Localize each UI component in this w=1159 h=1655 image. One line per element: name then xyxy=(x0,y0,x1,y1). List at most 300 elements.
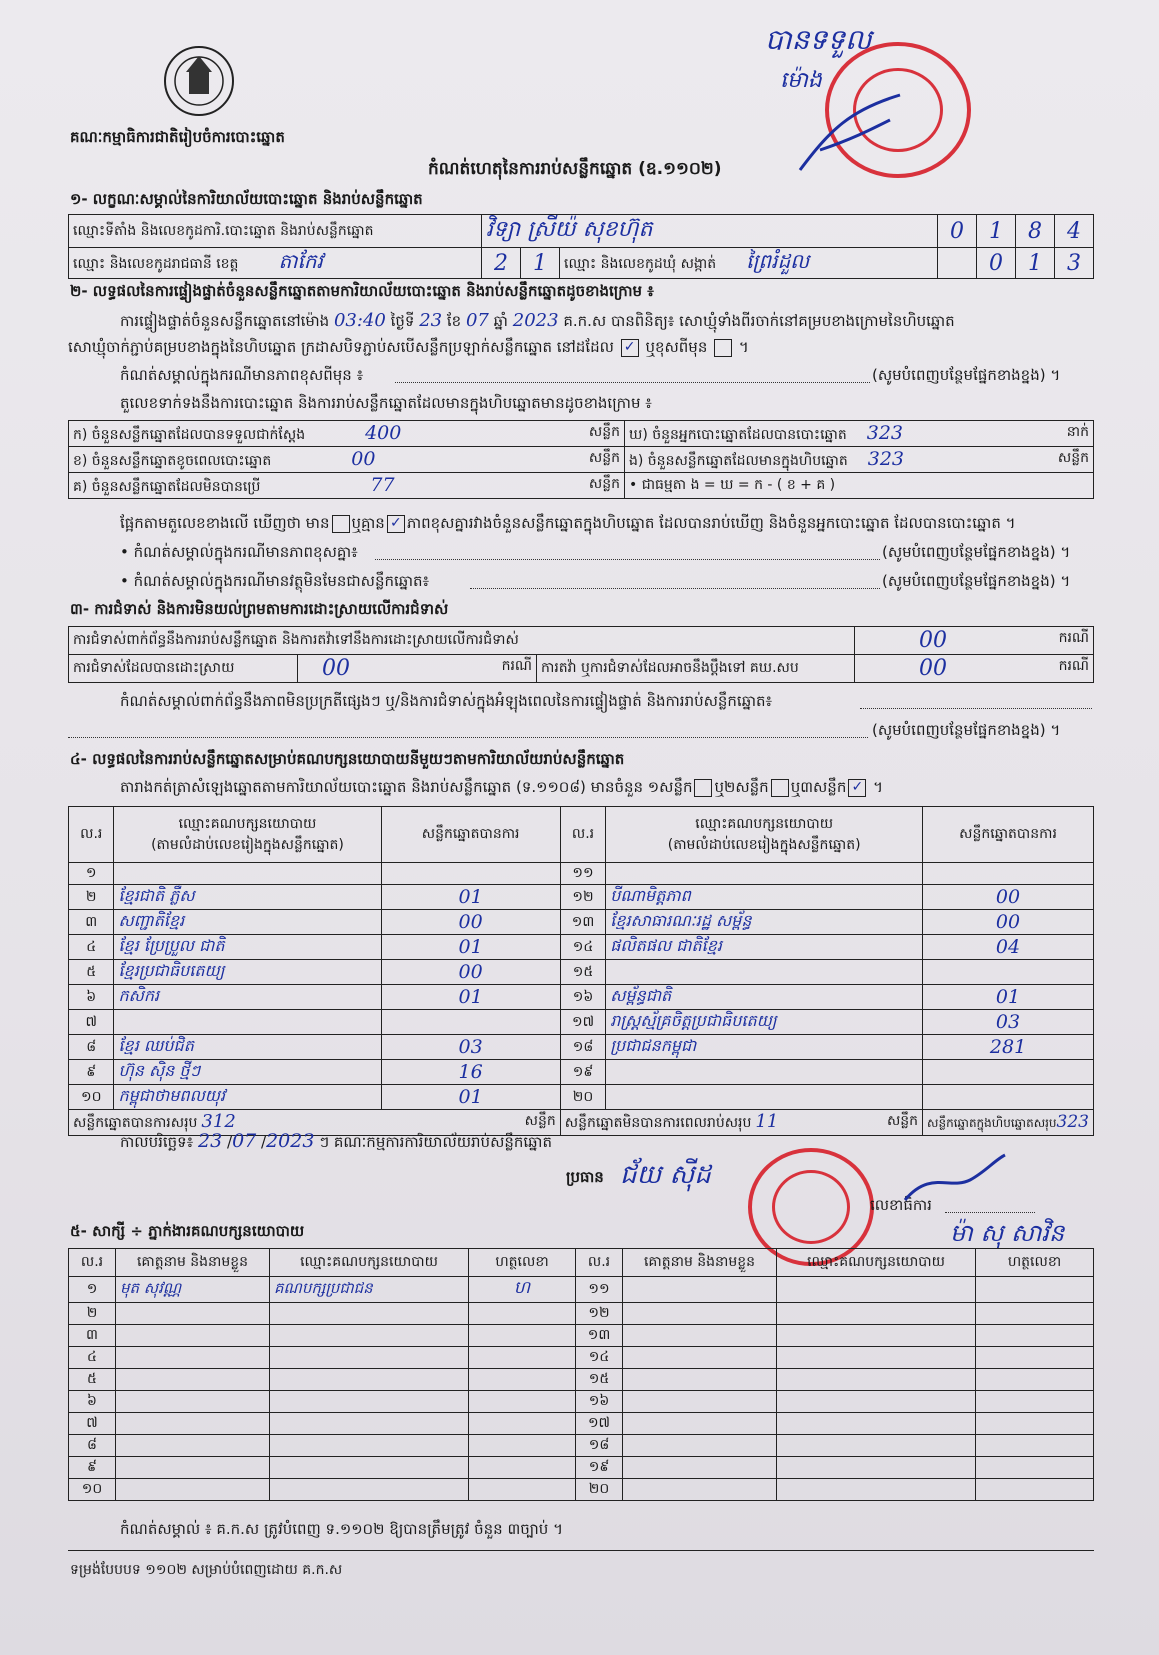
text-field: ឈ្មោះគណបក្សនយោបាយ xyxy=(270,1249,469,1277)
party-votes: 00 xyxy=(381,960,560,985)
row-no: ១៦ xyxy=(576,1391,623,1413)
row-no: ៦ xyxy=(69,985,114,1010)
row-no: ១៦ xyxy=(560,985,606,1010)
text-field: ឈ្មោះគណបក្សនយោបាយ xyxy=(695,815,834,832)
row-no: ៨ xyxy=(69,1035,114,1060)
form-cell: / xyxy=(261,1133,267,1151)
witness-signature xyxy=(469,1369,576,1391)
party-name xyxy=(606,863,923,885)
witness-signature[interactable] xyxy=(976,1457,1094,1479)
location-code-digit: 0 xyxy=(938,215,977,248)
results-table xyxy=(68,806,1094,1136)
form-cell xyxy=(938,248,977,279)
party-votes: 16 xyxy=(381,1060,560,1085)
commune-label: ឈ្មោះ និងលេខកូដឃុំ សង្កាត់ xyxy=(564,256,717,272)
nec-emblem-icon xyxy=(158,44,240,118)
text-field: គោត្តនាម និងនាមខ្លួន xyxy=(623,1249,777,1277)
row-no: ១៧ xyxy=(560,1010,606,1035)
form-cell xyxy=(69,421,1094,447)
row-no: ៣ xyxy=(69,1325,116,1347)
difference-line xyxy=(120,514,1016,536)
box-ballots-value: 323 xyxy=(867,447,905,470)
row-no: ៥ xyxy=(69,960,114,985)
date-day: 23 xyxy=(198,1130,223,1152)
footer-text: ទម្រង់បែបបទ ១១០២ សម្រាប់បំពេញដោយ គ.ក.ស xyxy=(70,1562,343,1578)
changed-checkbox[interactable] xyxy=(714,339,732,357)
secretary-name: ម៉ា សុ សាវិន xyxy=(950,1219,1065,1247)
location-code-digit: 8 xyxy=(1016,215,1055,248)
footer-rule xyxy=(68,1550,1094,1551)
received-time-note: ម៉ោង xyxy=(780,68,822,93)
party-votes: 01 xyxy=(381,985,560,1010)
witness-party: គណបក្សប្រជាជន xyxy=(270,1277,469,1303)
party-votes: 03 xyxy=(381,1035,560,1060)
diff-note-line[interactable] xyxy=(395,382,870,383)
party-name: កសិករ xyxy=(114,985,381,1010)
row-no: ១ xyxy=(69,863,114,885)
witness-signature[interactable] xyxy=(976,1435,1094,1457)
row-no: ១៣ xyxy=(576,1325,623,1347)
difference-note-label: • កំណត់សម្គាល់ក្នុងករណីមានភាពខុសគ្នា៖ xyxy=(120,543,358,561)
witness-row xyxy=(69,1369,1094,1391)
commune-code-digit: 0 xyxy=(977,248,1016,279)
row-no: ១៩ xyxy=(560,1060,606,1085)
verify-year: 2023 xyxy=(512,310,559,331)
irregularity-line-1[interactable] xyxy=(860,708,1092,709)
party-votes xyxy=(923,960,1094,985)
text-field: (តាមលំដាប់លេខរៀងក្នុងសន្លឹកឆ្នោត) xyxy=(151,836,344,853)
witness-party[interactable] xyxy=(777,1479,976,1501)
has-difference-checkbox[interactable] xyxy=(332,515,350,533)
witness-signature xyxy=(469,1479,576,1501)
two-sheets-checkbox[interactable] xyxy=(771,779,789,797)
witness-party xyxy=(270,1347,469,1369)
results-row xyxy=(69,1085,1094,1110)
sheets-line: តារាងកត់ត្រាសំឡេងឆ្នោតតាមការិយាល័យបោះឆ្នោត និងរាប់សន្លឹកឆ្នោត (ទ.១១០៨) មានចំនួន ១សន្លឹក ឬ២សន្លឹក ឬ៣សន្លឹក ✓ ។ xyxy=(120,778,884,796)
text-field: សន្លឹក xyxy=(588,449,620,466)
party-votes xyxy=(381,1010,560,1035)
witness-signature[interactable] xyxy=(976,1369,1094,1391)
section1-table xyxy=(68,214,1094,279)
witness-signature[interactable] xyxy=(976,1303,1094,1325)
total-invalid-value: 11 xyxy=(755,1111,779,1132)
three-sheets-checkbox[interactable]: ✓ xyxy=(848,779,866,797)
form-cell xyxy=(69,473,625,499)
witness-row xyxy=(69,1277,1094,1303)
text-field: គ.ក.ស បានពិនិត្យ៖ សោឃ្មុំទាំងពីរចាក់នៅគម្របខាងក្រោមនៃហិបឆ្នោត xyxy=(563,312,955,330)
section3-title: ៣- ការជំទាស់ និងការមិនយល់ព្រមតាមការដោះស្រាយលើការជំទាស់ xyxy=(70,600,449,618)
party-votes xyxy=(923,1085,1094,1110)
row-no: ១០ xyxy=(69,1479,116,1501)
witness-signature: ហ xyxy=(469,1277,576,1303)
verification-line xyxy=(120,310,955,334)
text-field: ខែ xyxy=(446,312,462,330)
row-no: ១០ xyxy=(69,1085,114,1110)
row-no: ២០ xyxy=(576,1479,623,1501)
witness-party[interactable] xyxy=(777,1391,976,1413)
witness-table xyxy=(68,1248,1094,1501)
complaints-value: 00 xyxy=(919,628,947,653)
row-no: ១៨ xyxy=(560,1035,606,1060)
witness-row xyxy=(69,1347,1094,1369)
party-votes: 00 xyxy=(923,910,1094,935)
fill-back-note: (សូមបំពេញបន្ថែមផ្នែកខាងខ្នង) ។ xyxy=(882,572,1071,590)
row-no: ៤ xyxy=(69,1347,116,1369)
party-votes: 00 xyxy=(923,885,1094,910)
text-field: ហត្ថលេខា xyxy=(976,1249,1094,1277)
fill-back-note: (សូមបំពេញបន្ថែមផ្នែកខាងខ្នង) ។ xyxy=(882,543,1071,561)
row-no: ១១ xyxy=(576,1277,623,1303)
text-field: កាលបរិច្ឆេទ៖ xyxy=(120,1133,194,1151)
row-no: ៦ xyxy=(69,1391,116,1413)
complaints-table xyxy=(68,626,1094,683)
voters-value: 323 xyxy=(866,421,903,444)
figures-intro: តួលេខទាក់ទងនឹងការបោះឆ្នោត និងការរាប់សន្លឹកឆ្នោតដែលមានក្នុងហិបឆ្នោតមានដូចខាងក្រោម ៖ xyxy=(120,394,652,412)
text-field: ឬ៣សន្លឹក xyxy=(790,778,847,796)
form-cell xyxy=(855,627,1094,655)
header-votes: សន្លឹកឆ្នោតបានការ xyxy=(923,807,1094,863)
witness-name xyxy=(116,1457,270,1479)
fill-back-note: (សូមបំពេញបន្ថែមផ្នែកខាងខ្នង) ។ xyxy=(872,366,1061,384)
date-line xyxy=(120,1130,552,1155)
witness-party xyxy=(270,1479,469,1501)
row-no: ១២ xyxy=(576,1303,623,1325)
text-field: ឈ្មោះគណបក្សនយោបាយ xyxy=(178,815,317,832)
appeal-value: 00 xyxy=(919,656,947,681)
party-votes: 01 xyxy=(381,935,560,960)
form-cell xyxy=(560,248,938,279)
witness-name: មុត សុវណ្ណ xyxy=(116,1277,270,1303)
section4-title: ៤- លទ្ធផលនៃការរាប់សន្លឹកឆ្នោតសម្រាប់គណបក្សនយោបាយនីមួយៗតាមការិយាល័យរាប់សន្លឹកឆ្នោត xyxy=(70,750,625,768)
witness-signature[interactable] xyxy=(976,1277,1094,1303)
party-name: ខ្មែរជាតិ ភ្លឺស xyxy=(114,885,381,910)
diff-note-label: កំណត់សម្គាល់ក្នុងករណីមានភាពខុសពីមុន ៖ xyxy=(120,366,364,384)
witness-name xyxy=(116,1435,270,1457)
party-name: ខ្មែរ ប្រែប្រួល ជាតិ xyxy=(114,935,381,960)
spoiled-label: ខ) ចំនួនសន្លឹកឆ្នោតខូចពេលបោះឆ្នោត xyxy=(73,452,272,469)
text-field: សន្លឹក xyxy=(588,423,620,440)
results-row xyxy=(69,885,1094,910)
row-no: ៩ xyxy=(69,1457,116,1479)
witness-name[interactable] xyxy=(623,1325,777,1347)
form-cell xyxy=(69,421,625,447)
witness-name xyxy=(116,1347,270,1369)
witness-name[interactable] xyxy=(623,1391,777,1413)
commune-code-digit: 3 xyxy=(1055,248,1094,279)
row-no: ២ xyxy=(69,885,114,910)
ballot-figures-table xyxy=(68,420,1094,499)
party-name xyxy=(606,1060,923,1085)
section2-title: ២- លទ្ធផលនៃការផ្ទៀងផ្ទាត់ចំនួនសន្លឹកឆ្នោតតាមការិយាល័យបោះឆ្នោត និងរាប់សន្លឹកឆ្នោតដូចខាងក្រោម ៖ xyxy=(70,282,654,300)
row-no: ១៨ xyxy=(576,1435,623,1457)
location-label: ឈ្មោះទីតាំង និងលេខកូដការិ.បោះឆ្នោត និងរាប់សន្លឹកឆ្នោត xyxy=(69,215,482,248)
text-field: ៗ គណៈកម្មការការិយាល័យរាប់សន្លឹកឆ្នោត xyxy=(319,1133,552,1151)
form-cell xyxy=(560,1110,922,1136)
text-field: សន្លឹកឆ្នោតក្នុងហិបឆ្នោតសរុប xyxy=(927,1116,1057,1130)
appeal-label: ការតវ៉ា ឬការជំទាស់ដែលអាចនឹងប្តឹងទៅ គឃ.សប xyxy=(537,655,855,683)
form-cell xyxy=(69,655,1094,683)
party-votes: 04 xyxy=(923,935,1094,960)
results-row xyxy=(69,935,1094,960)
party-name: ប្រជាជនកម្ពុជា xyxy=(606,1035,923,1060)
spoiled-value: 00 xyxy=(351,447,376,470)
party-name: រាស្ត្រស្ម័គ្រចិត្តប្រជាធិបតេយ្យ xyxy=(606,1010,923,1035)
party-votes: 01 xyxy=(381,1085,560,1110)
witness-party[interactable] xyxy=(777,1347,976,1369)
text-field: សន្លឹក xyxy=(886,1113,919,1129)
header-no: ល.រ xyxy=(560,807,606,863)
section5-title: ៥- សាក្សី ÷ ភ្នាក់ងារគណបក្សនយោបាយ xyxy=(70,1222,305,1240)
received-label: ក) ចំនួនសន្លឹកឆ្នោតដែលបានទទួលជាក់ស្តែង xyxy=(73,426,306,443)
form-cell xyxy=(69,215,1094,248)
party-votes xyxy=(923,1060,1094,1085)
form-cell xyxy=(69,473,1094,499)
form-title: កំណត់ហេតុនៃការរាប់សន្លឹកឆ្នោត (ឧ.១១០២) xyxy=(428,159,722,179)
text-field: ករណី xyxy=(1058,658,1089,674)
witness-signature xyxy=(469,1347,576,1369)
row-no: ២ xyxy=(69,1303,116,1325)
party-name: សញ្ជាតិខ្មែរ xyxy=(114,910,381,935)
foreign-object-line[interactable] xyxy=(470,588,880,589)
party-votes: 01 xyxy=(381,885,560,910)
form-cell xyxy=(625,421,1094,447)
text-field: ថ្ងៃទី xyxy=(390,312,415,330)
form-cell xyxy=(482,215,938,248)
irregularity-line-2[interactable] xyxy=(68,737,868,738)
form-cell xyxy=(923,1110,1094,1136)
total-valid-value: 312 xyxy=(201,1111,236,1132)
row-no: ៥ xyxy=(69,1369,116,1391)
header-votes: សន្លឹកឆ្នោតបានការ xyxy=(381,807,560,863)
witness-name[interactable] xyxy=(623,1369,777,1391)
row-no: ១៥ xyxy=(560,960,606,985)
party-name: ខ្មែរសាធារណៈរដ្ឋ សម្ព័ន្ធ xyxy=(606,910,923,935)
row-no: ៧ xyxy=(69,1413,116,1435)
witness-row xyxy=(69,1391,1094,1413)
witness-party xyxy=(270,1369,469,1391)
witness-party xyxy=(270,1391,469,1413)
witness-name xyxy=(116,1303,270,1325)
witness-name xyxy=(116,1391,270,1413)
witness-name[interactable] xyxy=(623,1277,777,1303)
witness-signature[interactable] xyxy=(976,1479,1094,1501)
witness-signature[interactable] xyxy=(976,1413,1094,1435)
complaints-label: ការជំទាស់ពាក់ព័ន្ធនឹងការរាប់សន្លឹកឆ្នោត និងការតវ៉ាទៅនឹងការដោះស្រាយលើការជំទាស់ xyxy=(69,627,855,655)
unused-value: 77 xyxy=(370,473,395,496)
text-field: ផ្អែកតាមតួលេខខាងលើ ឃើញថា មាន xyxy=(120,514,330,532)
party-name: កម្ពុជាថាមពលយុវ xyxy=(114,1085,381,1110)
witness-row xyxy=(69,1479,1094,1501)
results-row xyxy=(69,910,1094,935)
box-ballots-label: ង) ចំនួនសន្លឹកឆ្នោតដែលមានក្នុងហិបឆ្នោត xyxy=(629,452,848,469)
top-signature-icon xyxy=(790,90,910,180)
party-name: បីណាមិត្តភាព xyxy=(606,885,923,910)
irregularity-note-label: កំណត់សម្គាល់ពាក់ព័ន្ធនឹងភាពមិនប្រក្រតីផ្សេងៗ ឬ/និងការជំទាស់ក្នុងអំឡុងពេលនៃការផ្ទៀងផ្ទាត់ និងការរាប់សន្លឹកឆ្នោត៖ xyxy=(120,692,773,710)
text-field: សន្លឹកឆ្នោតបានការសរុប xyxy=(73,1115,198,1131)
row-no: ២០ xyxy=(560,1085,606,1110)
witness-party xyxy=(270,1435,469,1457)
party-votes: 03 xyxy=(923,1010,1094,1035)
foreign-object-label: • កំណត់សម្គាល់ក្នុងករណីមានវត្ថុមិនមែនជាសន្លឹកឆ្នោត៖ xyxy=(120,572,430,590)
results-row xyxy=(69,1035,1094,1060)
verify-day: 23 xyxy=(419,310,443,331)
text-field: នាក់ xyxy=(1066,423,1089,440)
secretary-signature-icon xyxy=(900,1150,1010,1210)
footnote: កំណត់សម្គាល់ ៖ គ.ក.ស ត្រូវបំពេញ ទ.១១០២ ឱ្យបានត្រឹមត្រូវ ចំនួន ៣ច្បាប់ ។ xyxy=(120,1520,563,1538)
no-difference-checkbox[interactable]: ✓ xyxy=(387,515,405,533)
row-no: ៧ xyxy=(69,1010,114,1035)
witness-name[interactable] xyxy=(623,1479,777,1501)
party-name xyxy=(606,1085,923,1110)
one-sheet-checkbox[interactable] xyxy=(694,779,712,797)
form-cell xyxy=(69,807,1094,863)
received-value: 400 xyxy=(365,421,402,444)
form-cell xyxy=(69,627,1094,655)
row-no: ១២ xyxy=(560,885,606,910)
row-no: ១៥ xyxy=(576,1369,623,1391)
witness-party[interactable] xyxy=(777,1369,976,1391)
witness-signature xyxy=(469,1303,576,1325)
results-row xyxy=(69,863,1094,885)
row-no: ៨ xyxy=(69,1435,116,1457)
party-name: សម្ព័ន្ធជាតិ xyxy=(606,985,923,1010)
form-cell xyxy=(298,655,537,683)
text-field: សន្លឹកឆ្នោតមិនបានការពេលរាប់សរុប xyxy=(564,1115,752,1131)
province-code-digit: 1 xyxy=(521,248,560,279)
party-name xyxy=(114,1010,381,1035)
section1-title: ១- លក្ខណៈសម្គាល់នៃការិយាល័យបោះឆ្នោត និងរាប់សន្លឹកឆ្នោត xyxy=(70,190,423,208)
text-field: ការផ្ទៀងផ្ទាត់ចំនួនសន្លឹកឆ្នោតនៅម៉ោង xyxy=(120,312,330,330)
text-field: ឈ្មោះគណបក្សនយោបាយ xyxy=(777,1249,976,1277)
total-box-value: 323 xyxy=(1056,1112,1089,1132)
row-no: ១១ xyxy=(560,863,606,885)
witness-party xyxy=(270,1325,469,1347)
witness-name xyxy=(116,1369,270,1391)
text-field: សន្លឹក xyxy=(524,1113,556,1129)
form-cell xyxy=(606,807,923,863)
witness-row xyxy=(69,1413,1094,1435)
witness-signature xyxy=(469,1413,576,1435)
chair-label: ប្រធាន xyxy=(566,1168,604,1186)
unused-label: គ) ចំនួនសន្លឹកឆ្នោតដែលមិនបានប្រើ xyxy=(73,478,261,495)
witness-name xyxy=(116,1325,270,1347)
commune-code-digit: 1 xyxy=(1016,248,1055,279)
witness-signature xyxy=(469,1391,576,1413)
form-cell xyxy=(855,655,1094,683)
witness-signature[interactable] xyxy=(976,1325,1094,1347)
text-field: ល.រ xyxy=(69,1249,116,1277)
formula: • ជាធម្មតា ង = ឃ = ក - ( ខ + គ ) xyxy=(625,473,1094,499)
province-value: តាកែវ xyxy=(278,249,323,273)
witness-party[interactable] xyxy=(777,1457,976,1479)
row-no: ១៩ xyxy=(576,1457,623,1479)
witness-party xyxy=(270,1457,469,1479)
row-no: ១ xyxy=(69,1277,116,1303)
party-votes xyxy=(381,863,560,885)
witness-row xyxy=(69,1303,1094,1325)
resolved-label: ការជំទាស់ដែលបានដោះស្រាយ xyxy=(69,655,298,683)
location-value: វិទ្យា ស្រីយ៉ សុខហ៊ុត xyxy=(486,217,653,242)
witness-row xyxy=(69,1435,1094,1457)
witness-name[interactable] xyxy=(623,1413,777,1435)
witness-party xyxy=(270,1303,469,1325)
form-cell xyxy=(69,447,625,473)
witness-signature[interactable] xyxy=(976,1347,1094,1369)
witness-row xyxy=(69,1457,1094,1479)
form-cell xyxy=(114,807,381,863)
party-name xyxy=(606,960,923,985)
text-field: ល.រ xyxy=(576,1249,623,1277)
witness-signature xyxy=(469,1435,576,1457)
verify-month: 07 xyxy=(465,310,489,331)
witness-row xyxy=(69,1325,1094,1347)
witness-signature[interactable] xyxy=(976,1391,1094,1413)
text-field: ករណី xyxy=(501,658,532,674)
party-name: ហ៊ុន ស៊ិន ថ្មីៗ xyxy=(114,1060,381,1085)
verify-time: 03:40 xyxy=(333,310,386,331)
text-field: (តាមលំដាប់លេខរៀងក្នុងសន្លឹកឆ្នោត) xyxy=(667,836,861,853)
unchanged-checkbox[interactable]: ✓ xyxy=(621,339,639,357)
text-field: ឬគ្មាន xyxy=(351,514,385,532)
witness-party[interactable] xyxy=(777,1277,976,1303)
text-field: ហត្ថលេខា xyxy=(469,1249,576,1277)
header-no: ល.រ xyxy=(69,807,114,863)
difference-note-line[interactable] xyxy=(375,559,880,560)
witness-name[interactable] xyxy=(623,1303,777,1325)
party-name: ផលិតផល ជាតិខ្មែរ xyxy=(606,935,923,960)
resolved-value: 00 xyxy=(322,656,350,681)
witness-party[interactable] xyxy=(777,1303,976,1325)
witness-signature xyxy=(469,1457,576,1479)
text-field: ឈ្មោះ និងលេខកូដរាជធានី ខេត្ត xyxy=(73,256,239,272)
witness-name[interactable] xyxy=(623,1347,777,1369)
text-field: តារាងកត់ត្រាសំឡេងឆ្នោតតាមការិយាល័យបោះឆ្នោត និងរាប់សន្លឹកឆ្នោត (ទ.១១០៨) មានចំនួន ១សន្លឹក xyxy=(120,778,693,796)
party-name: ខ្មែរ ឈប់ជិត xyxy=(114,1035,381,1060)
row-no: ១៤ xyxy=(560,935,606,960)
org-name: គណៈកម្មាធិការជាតិរៀបចំការបោះឆ្នោត xyxy=(70,128,285,146)
party-votes: 281 xyxy=(923,1035,1094,1060)
results-row xyxy=(69,985,1094,1010)
row-no: ៣ xyxy=(69,910,114,935)
witness-party[interactable] xyxy=(777,1413,976,1435)
fill-back-note: (សូមបំពេញបន្ថែមផ្នែកខាងខ្នង) ។ xyxy=(872,721,1061,739)
witness-party[interactable] xyxy=(777,1435,976,1457)
party-votes xyxy=(923,863,1094,885)
form-cell: / xyxy=(227,1133,233,1151)
province-code-digit: 2 xyxy=(482,248,521,279)
date-year: 2023 xyxy=(266,1130,315,1152)
row-no: ១៤ xyxy=(576,1347,623,1369)
witness-party[interactable] xyxy=(777,1325,976,1347)
form-cell xyxy=(69,447,1094,473)
row-no: ៤ xyxy=(69,935,114,960)
received-note: បានទទួល xyxy=(765,23,872,56)
results-row xyxy=(69,1060,1094,1085)
text-field: គោត្តនាម និងនាមខ្លួន xyxy=(116,1249,270,1277)
form-cell xyxy=(625,447,1094,473)
row-no: ១៧ xyxy=(576,1413,623,1435)
form-cell xyxy=(69,248,1094,279)
form-cell xyxy=(69,1249,1094,1277)
witness-name xyxy=(116,1479,270,1501)
witness-signature xyxy=(469,1325,576,1347)
secretary-label: លេខាធិការ xyxy=(870,1196,932,1214)
text-field: សោឃ្មុំចាក់ភ្ជាប់គម្របខាងក្នុងនៃហិបឆ្នោត ក្រដាសបិទភ្ជាប់សបើសន្លឹកប្រឡាក់សន្លឹកឆ្នោត នៅដដែល xyxy=(68,338,614,356)
witness-name[interactable] xyxy=(623,1435,777,1457)
witness-name[interactable] xyxy=(623,1457,777,1479)
chair-signature: ជ័យ ស៊ីដ xyxy=(620,1160,711,1190)
secretary-line[interactable] xyxy=(945,1212,1035,1213)
